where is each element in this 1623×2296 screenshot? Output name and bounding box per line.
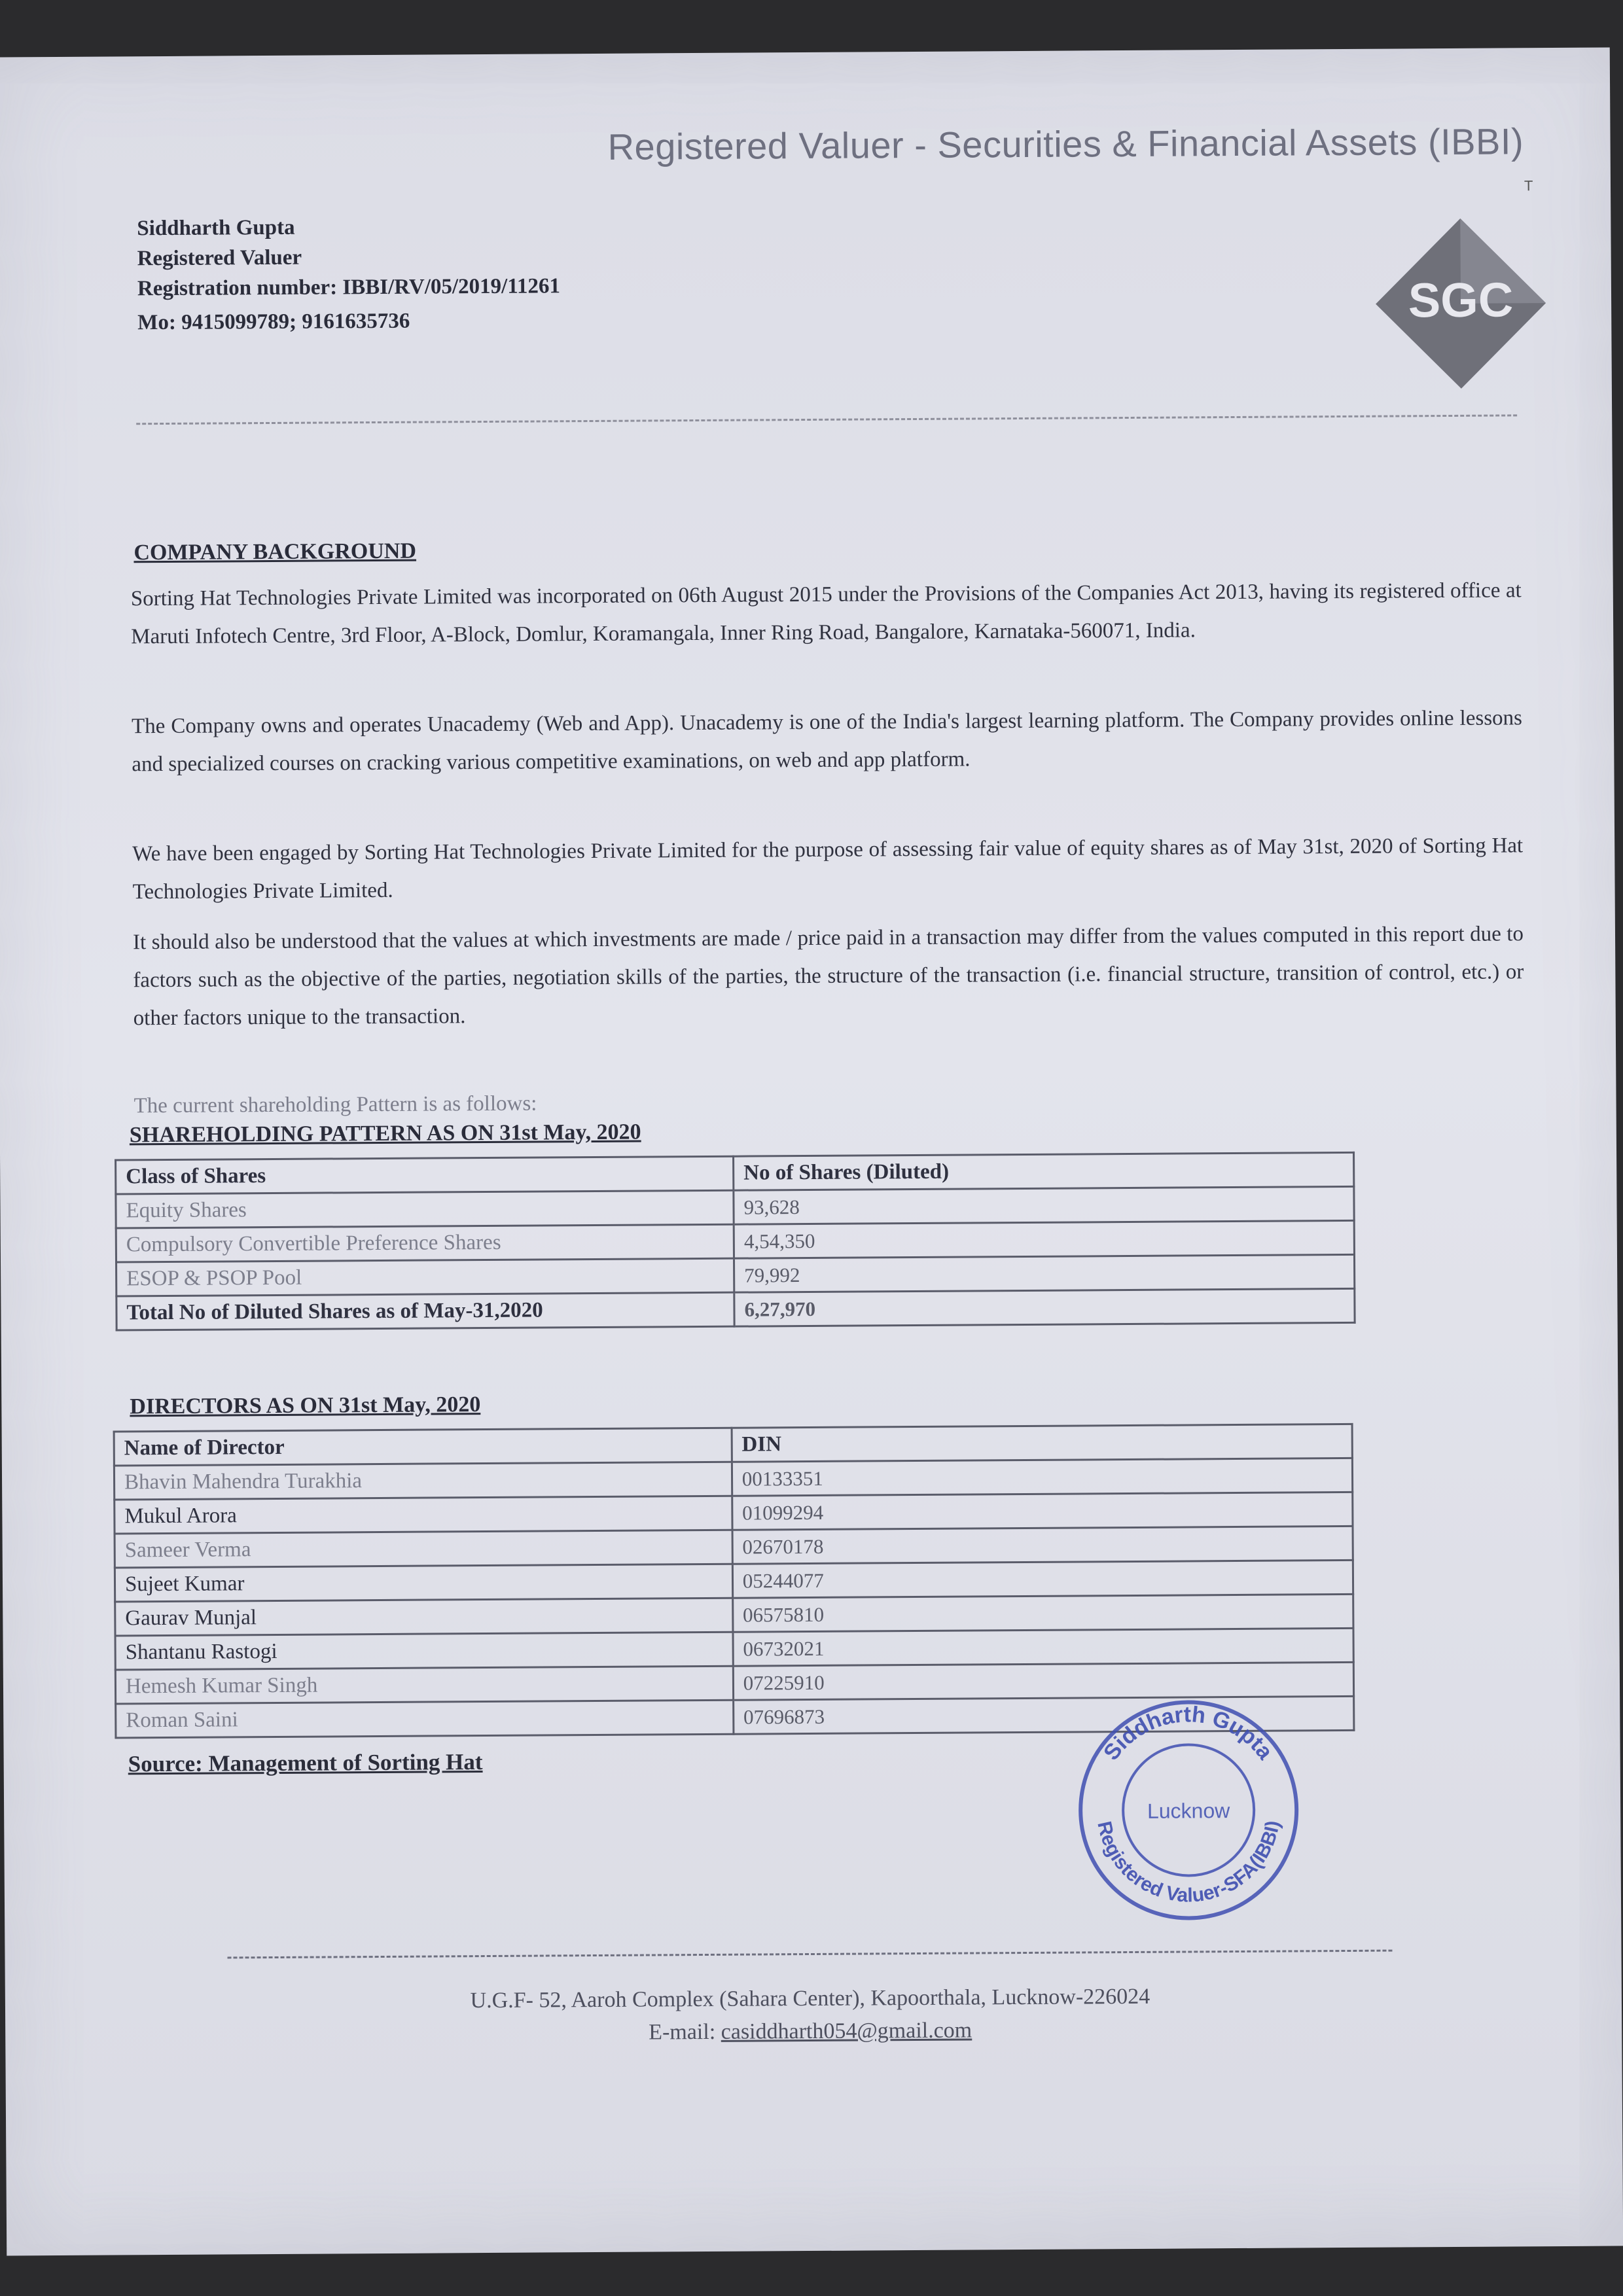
share-count-cell: 79,992	[734, 1254, 1355, 1292]
director-name-cell: Sujeet Kumar	[115, 1564, 732, 1602]
background-paragraph-5: The current shareholding Pattern is as follows:	[134, 1091, 537, 1118]
source-note: Source: Management of Sorting Hat	[128, 1749, 483, 1777]
director-name-cell: Roman Saini	[116, 1700, 734, 1738]
din-cell: 02670178	[732, 1526, 1353, 1564]
share-class-cell: ESOP & PSOP Pool	[116, 1258, 734, 1296]
footer-address: U.G.F- 52, Aaroh Complex (Sahara Center), Kapoorthala, Lucknow-226024	[470, 1984, 1150, 2013]
din-cell: 01099294	[732, 1492, 1353, 1530]
email-label: E-mail:	[649, 2019, 716, 2045]
director-name-cell: Mukul Arora	[115, 1496, 732, 1534]
footer	[228, 1979, 1393, 2052]
din-cell: 07696873	[733, 1696, 1354, 1734]
share-class-cell: Compulsory Convertible Preference Shares	[116, 1224, 734, 1262]
stamp-top-text: Siddharth Gupta	[1098, 1702, 1278, 1765]
header-cell: DIN	[732, 1424, 1353, 1462]
din-cell: 06575810	[732, 1594, 1353, 1632]
sgc-logo-icon	[1368, 211, 1553, 396]
total-value-cell: 6,27,970	[734, 1288, 1355, 1326]
share-count-cell: 4,54,350	[734, 1220, 1354, 1258]
din-cell: 00133351	[732, 1458, 1353, 1496]
directors-title: DIRECTORS AS ON 31st May, 2020	[130, 1392, 481, 1419]
share-class-cell: Equity Shares	[116, 1190, 734, 1228]
total-row	[116, 1288, 1355, 1330]
valuer-stamp-icon	[1070, 1691, 1307, 1928]
document-page	[0, 47, 1623, 2255]
director-name-cell: Gaurav Munjal	[115, 1598, 733, 1636]
din-cell: 07225910	[733, 1662, 1354, 1700]
background-paragraph-3: We have been engaged by Sorting Hat Technologies Private Limited for the purpose of assessing fair value of equity shares as of May 31st, 2020 of Sorting Hat Technologies Private Limited.	[132, 834, 1524, 904]
footer-email-line	[228, 2012, 1393, 2052]
email-link[interactable]: casiddharth054@gmail.com	[721, 2018, 972, 2044]
din-cell: 06732021	[733, 1628, 1354, 1666]
valuer-name: Siddharth Gupta	[137, 215, 295, 241]
header-cell: Name of Director	[114, 1428, 732, 1466]
valuer-role: Registered Valuer	[137, 245, 302, 271]
page-mark: T	[1524, 177, 1533, 194]
valuer-header	[137, 211, 560, 338]
share-count-cell: 93,628	[734, 1186, 1354, 1224]
registration-number: Registration number: IBBI/RV/05/2019/11261	[137, 274, 561, 301]
background-paragraph-2: The Company owns and operates Unacademy (Web and App). Unacademy is one of the India's largest learning platform. The Company provides online lessons and specialized courses on cracking various competitive examinations, on web and app platform.	[131, 706, 1523, 777]
registered-valuer-banner: Registered Valuer - Securities & Financial Assets (IBBI)	[607, 120, 1524, 168]
header-cell: Class of Shares	[116, 1156, 734, 1194]
mobile-numbers: Mo: 9415099789; 9161635736	[137, 309, 410, 335]
svg-text:Siddharth Gupta	[1099, 1702, 1279, 1766]
logo-text: SGC	[1408, 272, 1514, 328]
stamp-bottom-text: Registered Valuer-SFA(IBBI)	[1093, 1819, 1284, 1907]
shareholding-title: SHAREHOLDING PATTERN AS ON 31st May, 2020	[129, 1120, 641, 1148]
director-name-cell: Hemesh Kumar Singh	[115, 1666, 733, 1704]
total-label-cell: Total No of Diluted Shares as of May-31,2020	[116, 1292, 734, 1330]
company-background-title: COMPANY BACKGROUND	[134, 539, 417, 565]
header-cell: No of Shares (Diluted)	[734, 1152, 1354, 1190]
footer-divider	[227, 1950, 1392, 1959]
din-cell: 05244077	[732, 1560, 1353, 1598]
header-divider	[136, 414, 1517, 425]
background-paragraph-1: Sorting Hat Technologies Private Limited was incorporated on 06th August 2015 under the Provisions of the Companies Act 2013, having its registered office at Maruti Infotech Centre, 3rd Floor, A-Block, Domlur, Koramangala, Inner Ring Road, Bangalore, Karnataka-560071, India.	[130, 578, 1522, 649]
shareholding-table	[115, 1152, 1356, 1332]
director-name-cell: Sameer Verma	[115, 1530, 732, 1568]
director-name-cell: Bhavin Mahendra Turakhia	[114, 1462, 732, 1500]
director-name-cell: Shantanu Rastogi	[115, 1632, 733, 1670]
directors-table	[113, 1423, 1355, 1739]
stamp-center-text: Lucknow	[1147, 1799, 1230, 1823]
background-paragraph-4: It should also be understood that the values at which investments are made / price paid in a transaction may differ from the values computed in this report due to factors such as the objective of the parties, negotiation skills of the parties, the structure of the transaction (i.e. financial structure, transition of control, etc.) or other factors unique to the transaction.	[132, 922, 1524, 1031]
